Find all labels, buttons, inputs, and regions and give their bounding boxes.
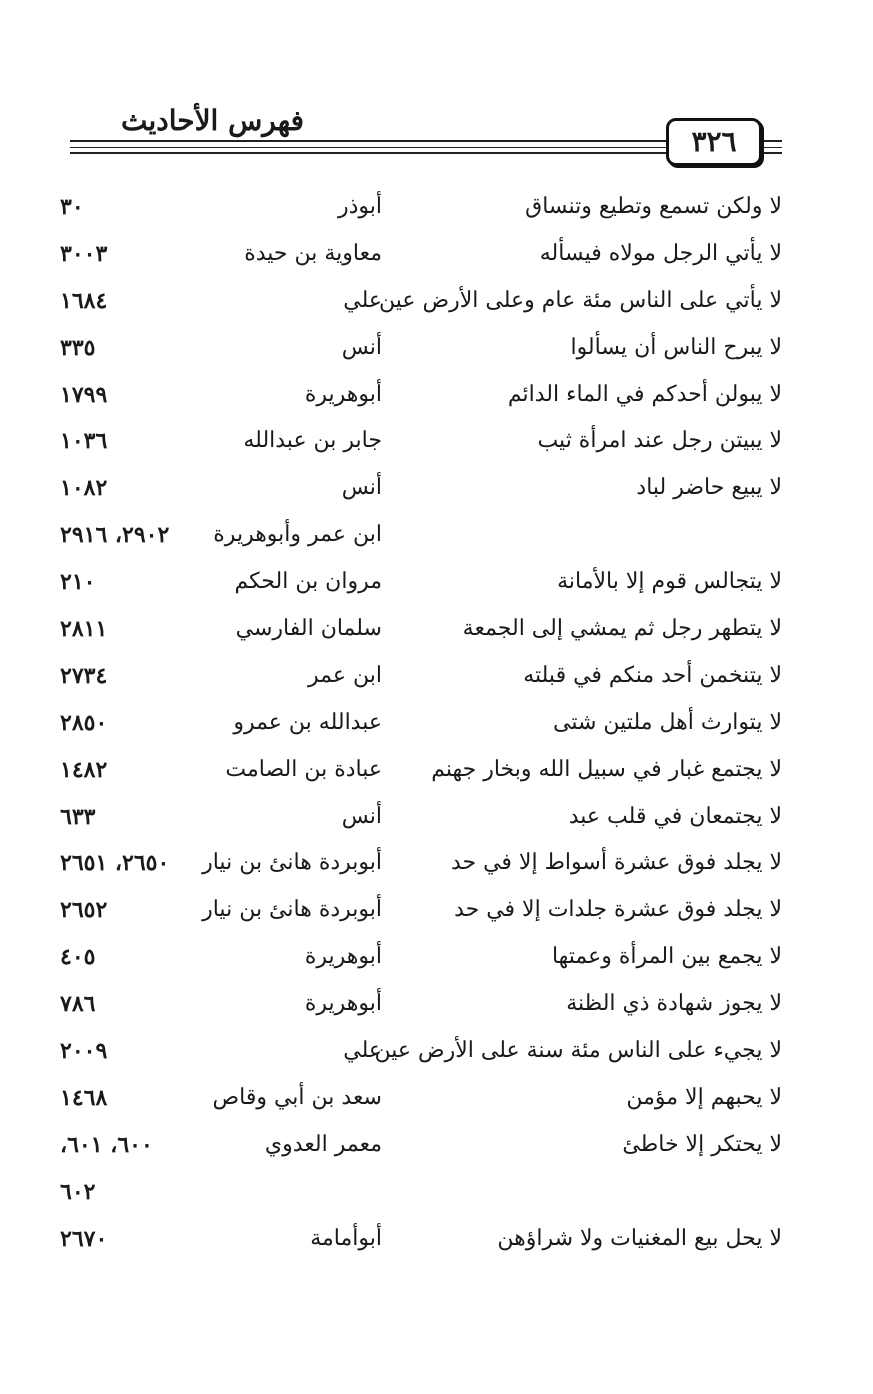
narrator: أبوبردة هانئ بن نيار <box>202 850 382 876</box>
reference-number: ٣٠٠٣ <box>60 240 108 267</box>
hadith-text: لا يجلد فوق عشرة جلدات إلا في حد <box>454 897 782 923</box>
index-row <box>60 327 782 374</box>
reference-number: ٣٣٥ <box>60 334 96 361</box>
hadith-text: لا يجلد فوق عشرة أسواط إلا في حد <box>450 850 782 876</box>
narrator: جابر بن عبدالله <box>243 428 382 454</box>
hadith-text: لا يجمع بين المرأة وعمتها <box>551 944 782 970</box>
narrator: أبوهريرة <box>304 381 382 407</box>
hadith-text: لا ولكن تسمع وتطيع وتنساق <box>525 194 782 219</box>
reference-number: ٢٠٠٩ <box>60 1038 108 1065</box>
reference-number: ٢٧٣٤ <box>60 662 108 689</box>
index-row <box>60 702 782 749</box>
reference-number: ٢٦٧٠ <box>60 1225 108 1252</box>
reference-number: ٢٦٥٠، ٢٦٥١ <box>60 850 170 877</box>
reference-number: ٦٠٠، ٦٠١، <box>60 1131 153 1158</box>
index-row <box>60 1030 782 1077</box>
hadith-text: لا يجوز شهادة ذي الظنة <box>566 991 782 1017</box>
index-row <box>60 467 782 514</box>
hadith-text: لا يأتي على الناس مئة عام وعلى الأرض عين <box>379 287 782 313</box>
hadith-text: لا يحل بيع المغنيات ولا شراؤهن <box>497 1225 782 1251</box>
narrator: أبوهريرة <box>304 991 382 1017</box>
reference-number: ٣٠ <box>60 194 84 220</box>
index-row <box>60 420 782 467</box>
index-row <box>60 749 782 796</box>
reference-number: ٢٨١١ <box>60 616 108 643</box>
header-rule <box>70 140 670 142</box>
page-title: فهرس الأحاديث <box>120 104 304 137</box>
index-row <box>60 796 782 843</box>
header-rule <box>70 147 670 148</box>
narrator: أنس <box>341 475 382 501</box>
reference-number: ٦٣٣ <box>60 803 96 830</box>
hadith-text: لا يجيء على الناس مئة سنة على الأرض عين <box>374 1038 782 1064</box>
narrator: معمر العدوي <box>264 1131 382 1157</box>
index-row <box>60 608 782 655</box>
index-row <box>60 233 782 280</box>
narrator: أنس <box>341 803 382 829</box>
reference-number: ٢٩٠٢، ٢٩١٦ <box>60 522 170 549</box>
reference-number: ٢٦٥٢ <box>60 897 108 924</box>
reference-number: ١٠٨٢ <box>60 475 108 502</box>
hadith-text: لا يجتمع غبار في سبيل الله وبخار جهنم <box>431 756 782 782</box>
index-row <box>60 889 782 936</box>
hadith-index-list <box>60 186 782 1264</box>
hadith-text: لا يتنخمن أحد منكم في قبلته <box>523 662 782 688</box>
narrator: علي <box>343 287 382 313</box>
reference-number: ١٧٩٩ <box>60 381 108 408</box>
index-row <box>60 374 782 421</box>
narrator: عبادة بن الصامت <box>225 756 382 782</box>
hadith-text: لا يبيتن رجل عند امرأة ثيب <box>537 428 782 454</box>
index-row <box>60 1124 782 1171</box>
reference-number: ١٤٦٨ <box>60 1084 108 1111</box>
narrator: عبدالله بن عمرو <box>233 709 382 735</box>
index-row <box>60 1171 782 1218</box>
index-row <box>60 842 782 889</box>
hadith-text: لا يبولن أحدكم في الماء الدائم <box>507 381 782 407</box>
index-row <box>60 1218 782 1265</box>
hadith-text: لا يبيع حاضر لباد <box>636 475 782 501</box>
narrator: أبوهريرة <box>304 944 382 970</box>
hadith-text: لا يجتمعان في قلب عبد <box>568 803 782 829</box>
index-row <box>60 514 782 561</box>
hadith-text: لا يتطهر رجل ثم يمشي إلى الجمعة <box>462 616 782 642</box>
hadith-text: لا يتوارث أهل ملتين شتى <box>553 709 782 735</box>
index-row <box>60 983 782 1030</box>
narrator: أنس <box>341 334 382 360</box>
narrator: ابن عمر وأبوهريرة <box>213 522 382 548</box>
narrator: علي <box>343 1038 382 1064</box>
reference-number: ٤٠٥ <box>60 944 96 971</box>
header-rule <box>70 152 670 154</box>
page-number: ٣٢٦ <box>666 118 762 166</box>
index-row <box>60 936 782 983</box>
hadith-text: لا يحبهم إلا مؤمن <box>626 1084 782 1110</box>
reference-number: ٧٨٦ <box>60 991 96 1018</box>
reference-number: ٢١٠ <box>60 569 96 596</box>
reference-number: ١٠٣٦ <box>60 428 108 455</box>
reference-number: ٦٠٢ <box>60 1178 96 1205</box>
index-row <box>60 655 782 702</box>
reference-number: ١٤٨٢ <box>60 756 108 783</box>
index-row <box>60 1077 782 1124</box>
narrator: مروان بن الحكم <box>234 569 382 595</box>
narrator: أبوأمامة <box>310 1225 382 1251</box>
narrator: سلمان الفارسي <box>235 616 382 642</box>
hadith-text: لا يبرح الناس أن يسألوا <box>570 334 782 360</box>
narrator: سعد بن أبي وقاص <box>212 1084 382 1110</box>
reference-number: ١٦٨٤ <box>60 287 108 314</box>
narrator: أبوذر <box>337 194 382 219</box>
hadith-text: لا يتجالس قوم إلا بالأمانة <box>557 569 782 595</box>
hadith-text: لا يحتكر إلا خاطئ <box>622 1131 782 1157</box>
narrator: ابن عمر <box>308 662 382 688</box>
index-row <box>60 280 782 327</box>
index-row <box>60 186 782 233</box>
reference-number: ٢٨٥٠ <box>60 709 108 736</box>
hadith-text: لا يأتي الرجل مولاه فيسأله <box>539 240 782 266</box>
narrator: معاوية بن حيدة <box>244 240 382 266</box>
index-row <box>60 561 782 608</box>
narrator: أبوبردة هانئ بن نيار <box>202 897 382 923</box>
page-header <box>70 100 782 170</box>
